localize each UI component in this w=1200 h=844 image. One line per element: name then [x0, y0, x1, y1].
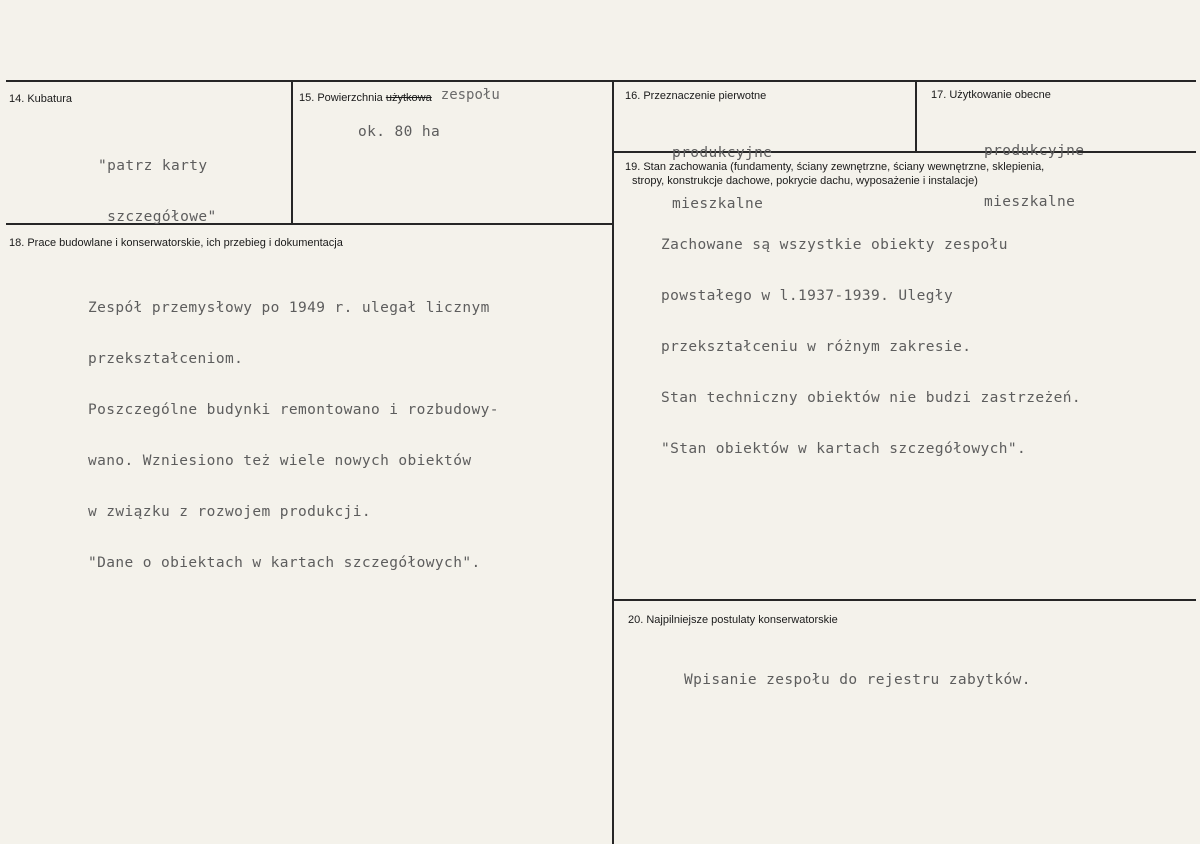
field-15-label: [299, 87, 500, 105]
field-19-line: powstałego w l.1937-1939. Uległy: [661, 288, 954, 304]
divider-14-15: [291, 81, 293, 224]
field-17-label: 17. Użytkowanie obecne: [931, 89, 1051, 101]
field-18-value: [88, 266, 499, 606]
field-18-line: wano. Wzniesiono też wiele nowych obiektów: [88, 453, 472, 469]
field-18-line: w związku z rozwojem produkcji.: [88, 504, 372, 520]
field-19-label-line: stropy, konstrukcje dachowe, pokrycie dachu, wyposażenie i instalacje): [632, 175, 978, 187]
field-17-line: mieszkalne: [984, 194, 1076, 210]
field-20-line: Wpisanie zespołu do rejestru zabytków.: [684, 672, 1031, 688]
field-20-label: 20. Najpilniejsze postulaty konserwatorskie: [628, 614, 838, 626]
field-20-value: [684, 638, 1031, 723]
field-19-line: Stan techniczny obiektów nie budzi zastrzeżeń.: [661, 390, 1081, 406]
field-15-label-struck: użytkowa: [385, 92, 432, 104]
field-19-label: [625, 160, 1044, 188]
field-18-label: 18. Prace budowlane i konserwatorskie, ich przebieg i dokumentacja: [9, 237, 343, 249]
field-17-line: produkcyjne: [984, 143, 1085, 159]
field-16-line: mieszkalne: [672, 196, 764, 212]
field-14-label: 14. Kubatura: [9, 93, 72, 105]
field-19-label-line: 19. Stan zachowania (fundamenty, ściany zewnętrzne, ściany wewnętrzne, sklepienia,: [625, 161, 1045, 173]
field-16-label: 16. Przeznaczenie pierwotne: [625, 90, 767, 102]
divider-center: [612, 81, 614, 844]
rule-under-19: [613, 599, 1196, 601]
field-19-value: [661, 203, 1081, 492]
field-15-label-overtype: zespołu: [440, 87, 500, 103]
field-18-line: przekształceniom.: [88, 351, 244, 367]
field-15-label-prefix: 15. Powierzchnia: [299, 92, 383, 104]
field-15-value: ok. 80 ha: [358, 124, 441, 140]
field-19-line: Zachowane są wszystkie obiekty zespołu: [661, 237, 1008, 253]
field-18-line: Poszczególne budynki remontowano i rozbudowy-: [88, 402, 499, 418]
top-rule: [6, 80, 1196, 82]
field-18-line: Zespół przemysłowy po 1949 r. ulegał licznym: [88, 300, 490, 316]
field-19-line: przekształceniu w różnym zakresie.: [661, 339, 972, 355]
field-19-line: "Stan obiektów w kartach szczegółowych".: [661, 441, 1027, 457]
field-14-line: "patrz karty: [98, 158, 208, 174]
field-18-line: "Dane o obiektach w kartach szczegółowych".: [88, 555, 481, 571]
field-16-line: produkcyjne: [672, 145, 773, 161]
divider-16-17: [915, 81, 917, 151]
field-14-line: szczegółowe": [98, 209, 217, 225]
